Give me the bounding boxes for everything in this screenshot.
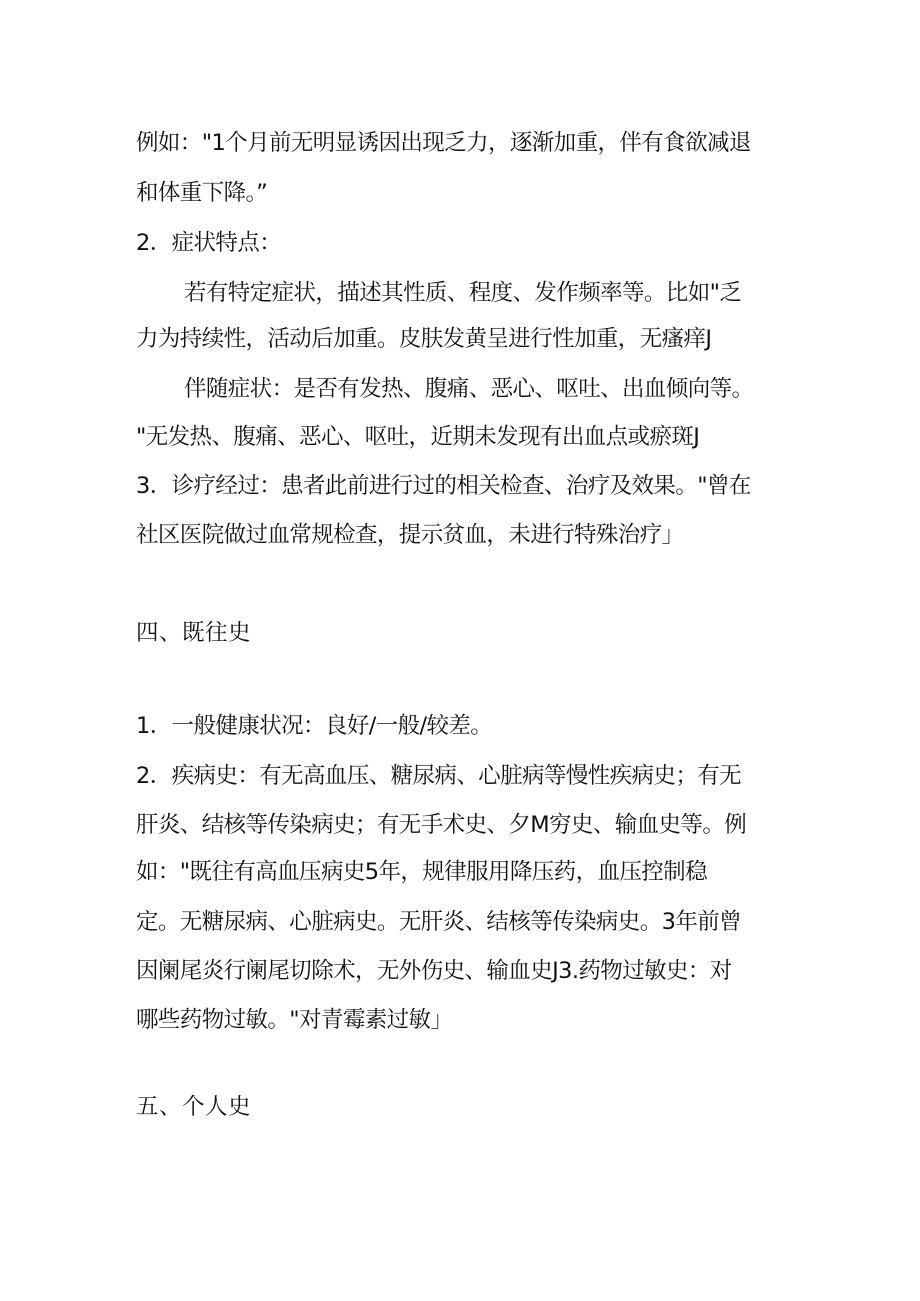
text-line: 和体重下降。”	[136, 180, 268, 206]
text-line: 因阑尾炎行阑尾切除术，无外伤史、输血史J3.药物过敏史：对	[136, 958, 732, 984]
section-heading: 四、既往史	[136, 620, 252, 646]
list-item-heading: 1．一般健康状况：良好/一般/较差。	[136, 713, 493, 739]
text-line: "无发热、腹痛、恶心、呕吐，近期未发现有出血点或瘀斑J	[136, 424, 700, 450]
text-line: 伴随症状：是否有发热、腹痛、恶心、呕吐、出血倾向等。	[184, 376, 754, 402]
list-item-heading: 3．诊疗经过：患者此前进行过的相关检查、治疗及效果。"曾在	[136, 473, 751, 499]
text-line: 如："既往有高血压病史5年，规律服用降压药，血压控制稳	[136, 859, 707, 885]
text-line: 哪些药物过敏。"对青霉素过敏」	[136, 1007, 453, 1033]
text-line: 肝炎、结核等传染病史；有无手术史、夕M穷史、输血史等。例	[136, 812, 747, 838]
section-heading: 五、个人史	[136, 1094, 252, 1120]
list-item-heading: 2．疾病史：有无高血压、糖尿病、心脏病等慢性疾病史；有无	[136, 763, 742, 789]
text-line: 例如："1个月前无明显诱因出现乏力，逐渐加重，伴有食欲减退	[136, 130, 751, 156]
list-item-heading: 2．症状特点：	[136, 230, 282, 256]
text-line: 定。无糖尿病、心脏病史。无肝炎、结核等传染病史。3年前曾	[136, 909, 742, 935]
text-line: 力为持续性，活动后加重。皮肤发黄呈进行性加重，无瘙痒J	[136, 326, 712, 352]
text-line: 社区医院做过血常规检查，提示贫血，未进行特殊治疗」	[136, 522, 684, 548]
text-line: 若有特定症状，描述其性质、程度、发作频率等。比如"乏	[184, 280, 742, 306]
